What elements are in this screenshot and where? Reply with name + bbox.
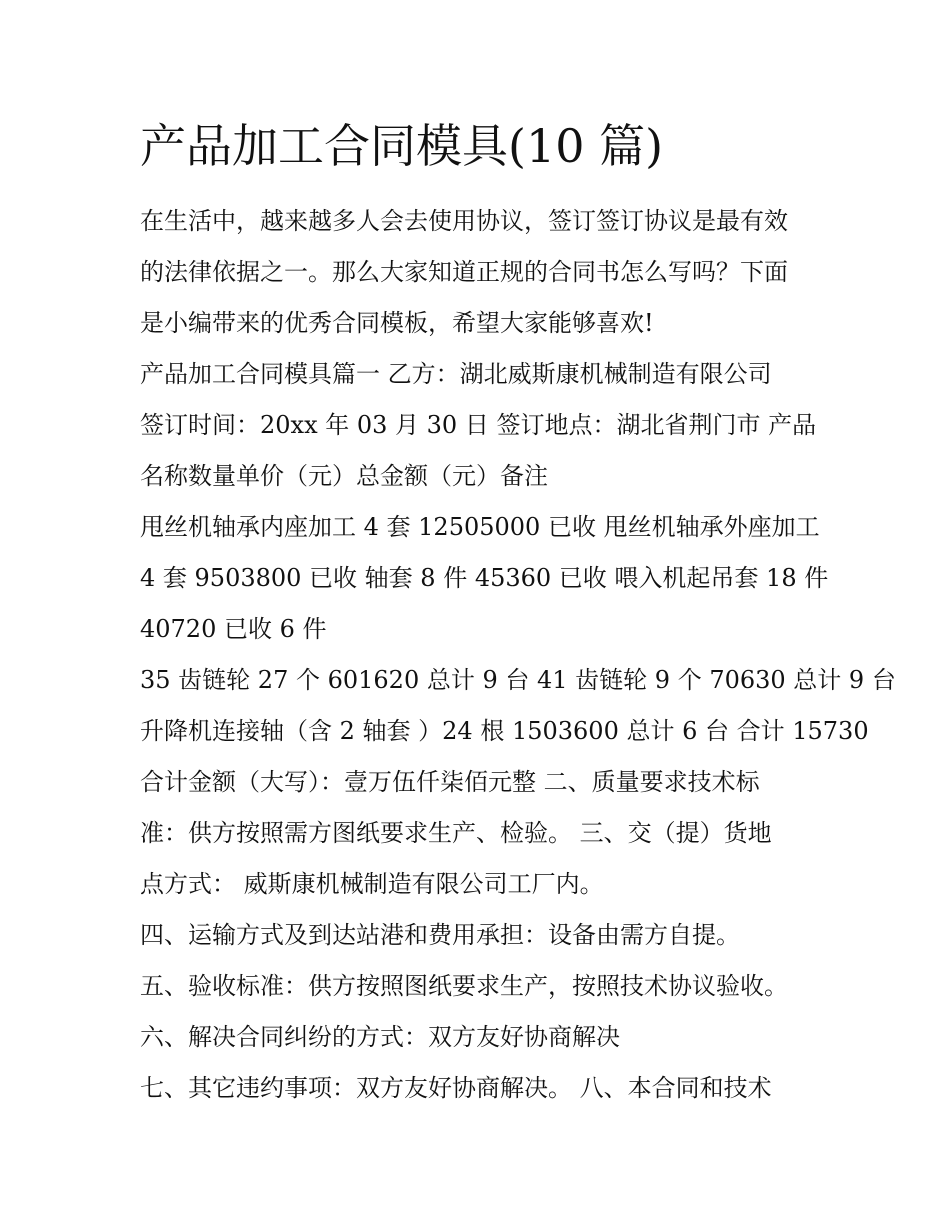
text-line: 4 套 9503800 已收 轴套 8 件 45360 已收 喂入机起吊套 18 件	[140, 564, 829, 592]
text-line: 签订时间：20xx 年 03 月 30 日 签订地点：湖北省荆门市 产品	[140, 411, 817, 439]
text-line: 产品加工合同模具篇一 乙方：湖北威斯康机械制造有限公司	[140, 360, 772, 388]
text-line: 35 齿链轮 27 个 601620 总计 9 台 41 齿链轮 9 个 70630 总计 9 台	[140, 666, 896, 694]
text-line: 是小编带来的优秀合同模板，希望大家能够喜欢!	[140, 309, 654, 337]
text-line: 的法律依据之一。那么大家知道正规的合同书怎么写吗？下面	[140, 258, 788, 286]
text-line: 准：供方按照需方图纸要求生产、检验。 三、交（提）货地	[140, 819, 772, 847]
text-line: 甩丝机轴承内座加工 4 套 12505000 已收 甩丝机轴承外座加工	[140, 513, 820, 541]
text-line: 合计金额（大写）：壹万伍仟柒佰元整 二、质量要求技术标	[140, 768, 760, 796]
text-line: 在生活中，越来越多人会去使用协议，签订签订协议是最有效	[140, 207, 788, 235]
text-line: 七、其它违约事项：双方友好协商解决。 八、本合同和技术	[140, 1074, 772, 1102]
text-line: 四、运输方式及到达站港和费用承担：设备由需方自提。	[140, 921, 740, 949]
text-line: 40720 已收 6 件	[140, 615, 327, 643]
text-line: 六、解决合同纠纷的方式：双方友好协商解决	[140, 1023, 620, 1051]
text-line: 名称数量单价（元）总金额（元）备注	[140, 462, 548, 490]
text-line: 五、验收标准：供方按照图纸要求生产，按照技术协议验收。	[140, 972, 788, 1000]
document-title: 产品加工合同模具(10 篇)	[140, 119, 664, 173]
text-line: 升降机连接轴（含 2 轴套 ）24 根 1503600 总计 6 台 合计 15730	[140, 717, 869, 745]
text-line: 点方式： 威斯康机械制造有限公司工厂内。	[140, 870, 604, 898]
